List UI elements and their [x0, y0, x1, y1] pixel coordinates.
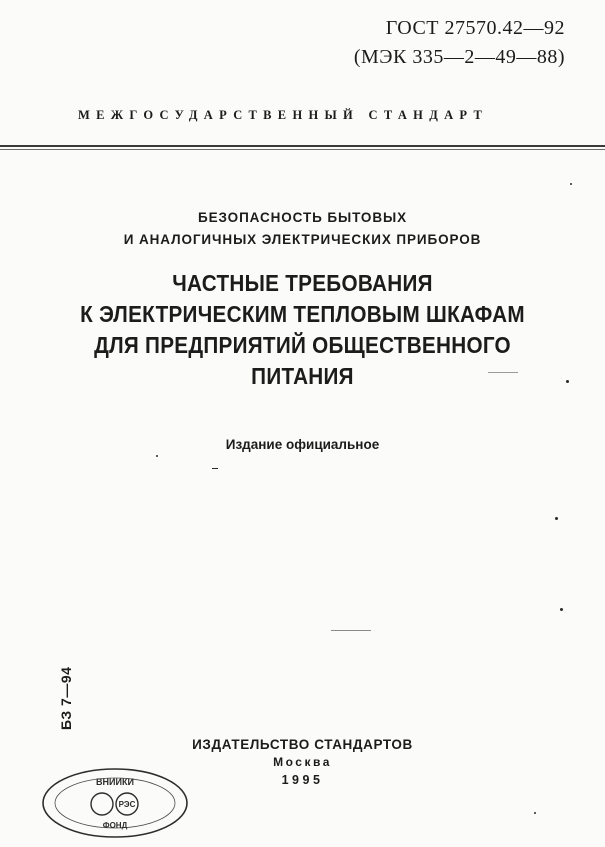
print-speck: [534, 812, 536, 814]
side-code: БЗ 7—94: [58, 666, 74, 730]
main-title-line-3: ДЛЯ ПРЕДПРИЯТИЙ ОБЩЕСТВЕННОГО: [94, 332, 511, 358]
series-title-line-2: И АНАЛОГИЧНЫХ ЭЛЕКТРИЧЕСКИХ ПРИБОРОВ: [123, 232, 482, 247]
series-title-line-1: БЕЗОПАСНОСТЬ БЫТОВЫХ: [197, 210, 408, 225]
print-speck: [212, 468, 218, 469]
print-speck: [156, 455, 158, 457]
print-speck: [566, 380, 569, 383]
stamp-text-top: ВНИИКИ: [96, 777, 134, 787]
main-title-line-1: ЧАСТНЫЕ ТРЕБОВАНИЯ: [172, 270, 433, 296]
edition-label: Издание официальное: [225, 437, 380, 452]
print-speck: [331, 630, 371, 631]
top-rule-secondary: [0, 149, 605, 150]
print-speck: [560, 608, 563, 611]
iec-number: (МЭК 335—2—49—88): [353, 46, 565, 68]
top-rule: [0, 145, 605, 147]
library-stamp: [40, 766, 190, 840]
stamp-text-bottom: ФОНД: [102, 821, 128, 830]
standard-number-block: [354, 14, 565, 72]
gost-number: ГОСТ 27570.42—92: [385, 17, 565, 39]
publication-year: 1995: [281, 773, 324, 787]
main-title-line-2: К ЭЛЕКТРИЧЕСКИМ ТЕПЛОВЫМ ШКАФАМ: [80, 301, 525, 327]
publisher-city: Москва: [273, 755, 332, 769]
publisher-name: ИЗДАТЕЛЬСТВО СТАНДАРТОВ: [192, 737, 413, 752]
print-speck: [488, 372, 518, 373]
print-speck: [555, 517, 558, 520]
print-speck: [570, 183, 572, 185]
standard-type: МЕЖГОСУДАРСТВЕННЫЙ СТАНДАРТ: [78, 108, 489, 122]
stamp-ring-left-icon: [91, 793, 113, 815]
main-title-line-4: ПИТАНИЯ: [251, 363, 354, 389]
stamp-text-center: РЭС: [118, 800, 136, 809]
